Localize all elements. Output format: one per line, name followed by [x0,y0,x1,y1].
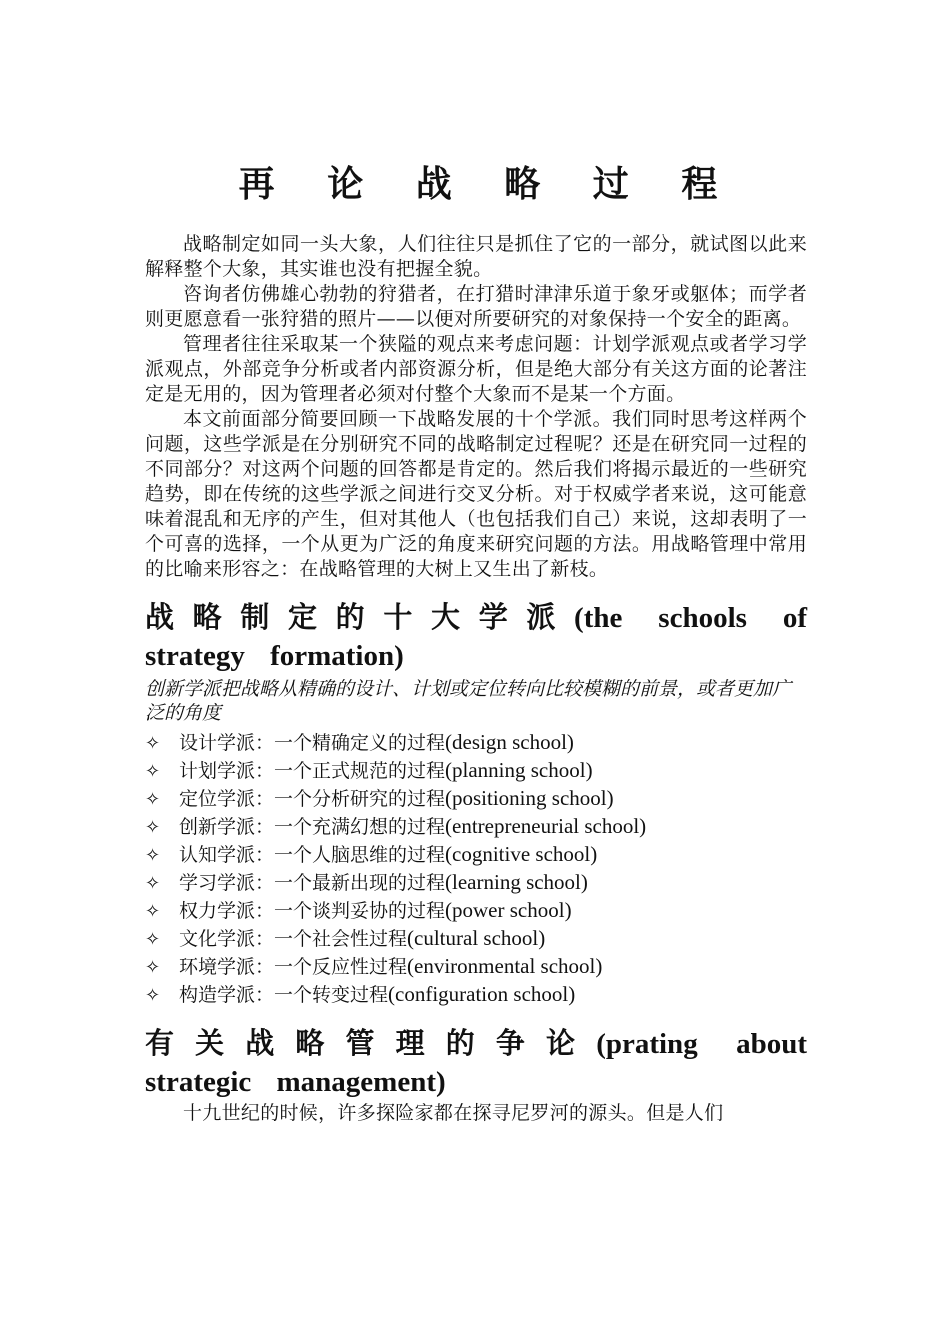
school-en: (planning school) [445,758,593,782]
school-zh: 认知学派：一个人脑思维的过程 [179,844,446,866]
school-zh: 权力学派：一个谈判妥协的过程 [179,900,446,922]
document-title: 再 论 战 略 过 程 [238,164,738,205]
school-zh: 学习学派：一个最新出现的过程 [179,872,446,894]
school-en: (learning school) [445,870,588,894]
school-en: (cognitive school) [445,842,598,866]
section-heading-schools [145,599,807,675]
list-item [145,729,807,757]
four-point-star-icon: ✧ [145,761,161,782]
school-en: (power school) [445,898,572,922]
school-en: (environmental school) [407,954,603,978]
school-zh: 设计学派：一个精确定义的过程 [179,732,446,754]
intro-paragraph-1: 战略制定如同一头大象，人们往往只是抓住了它的一部分，就试图以此来解释整个大象，其实谁也没有把握全貌。 [145,233,807,280]
school-zh: 定位学派：一个分析研究的过程 [179,788,446,810]
section-subtitle: 创新学派把战略从精确的设计、计划或定位转向比较模糊的前景，或者更加广泛的角度 [145,678,792,724]
section-heading-schools-zh: 战略制定的十大学派 [145,600,575,634]
school-zh: 计划学派：一个正式规范的过程 [179,760,446,782]
list-item [145,813,807,841]
section2-paragraph: 十九世纪的时候，许多探险家都在探寻尼罗河的源头。但是人们 [183,1102,724,1124]
list-item [145,981,807,1009]
section-heading-prating-zh: 有关战略管理的争论 [145,1026,597,1060]
list-item [145,785,807,813]
four-point-star-icon: ✧ [145,957,161,978]
school-en: (configuration school) [388,982,576,1006]
four-point-star-icon: ✧ [145,817,161,838]
intro-section [145,232,807,582]
document-page [145,158,807,1126]
list-item [145,953,807,981]
list-item [145,757,807,785]
list-item [145,925,807,953]
section-heading-prating-en: (prating about strategic management) [145,1028,807,1098]
school-zh: 构造学派：一个转变过程 [179,984,389,1006]
schools-list [145,729,807,1009]
four-point-star-icon: ✧ [145,845,161,866]
four-point-star-icon: ✧ [145,873,161,894]
four-point-star-icon: ✧ [145,985,161,1006]
school-en: (cultural school) [407,926,546,950]
section-heading-prating [145,1025,807,1101]
intro-paragraph-4: 本文前面部分简要回顾一下战略发展的十个学派。我们同时思考这样两个问题，这些学派是在分别研究不同的战略制定过程呢？还是在研究同一过程的不同部分？对这两个问题的回答都是肯定的。然后我们将揭示最近的一些研究趋势，即在传统的这些学派之间进行交叉分析。对于权威学者来说，这可能意味着混乱和无序的产生，但对其他人（也包括我们自己）来说，这却表明了一个可喜的选择，一个从更为广泛的角度来研究问题的方法。用战略管理中常用的比喻来形容之：在战略管理的大树上又生出了新枝。 [145,408,807,580]
four-point-star-icon: ✧ [145,733,161,754]
school-en: (positioning school) [445,786,614,810]
school-en: (entrepreneurial school) [445,814,647,838]
list-item [145,841,807,869]
school-en: (design school) [445,730,574,754]
four-point-star-icon: ✧ [145,901,161,922]
school-zh: 文化学派：一个社会性过程 [179,928,408,950]
school-zh: 创新学派：一个充满幻想的过程 [179,816,446,838]
intro-paragraph-3: 管理者往往采取某一个狭隘的观点来考虑问题：计划学派观点或者学习学派观点，外部竞争分析或者内部资源分析，但是绝大部分有关这方面的论著注定是无用的，因为管理者必须对付整个大象而不是某一个方面。 [145,333,807,405]
list-item [145,897,807,925]
four-point-star-icon: ✧ [145,929,161,950]
section-heading-schools-en: (the schools of strategy formation) [145,602,807,672]
school-zh: 环境学派：一个反应性过程 [179,956,408,978]
list-item [145,869,807,897]
four-point-star-icon: ✧ [145,789,161,810]
intro-paragraph-2: 咨询者仿佛雄心勃勃的狩猎者，在打猎时津津乐道于象牙或躯体；而学者则更愿意看一张狩猎的照片——以便对所要研究的对象保持一个安全的距离。 [145,283,807,330]
